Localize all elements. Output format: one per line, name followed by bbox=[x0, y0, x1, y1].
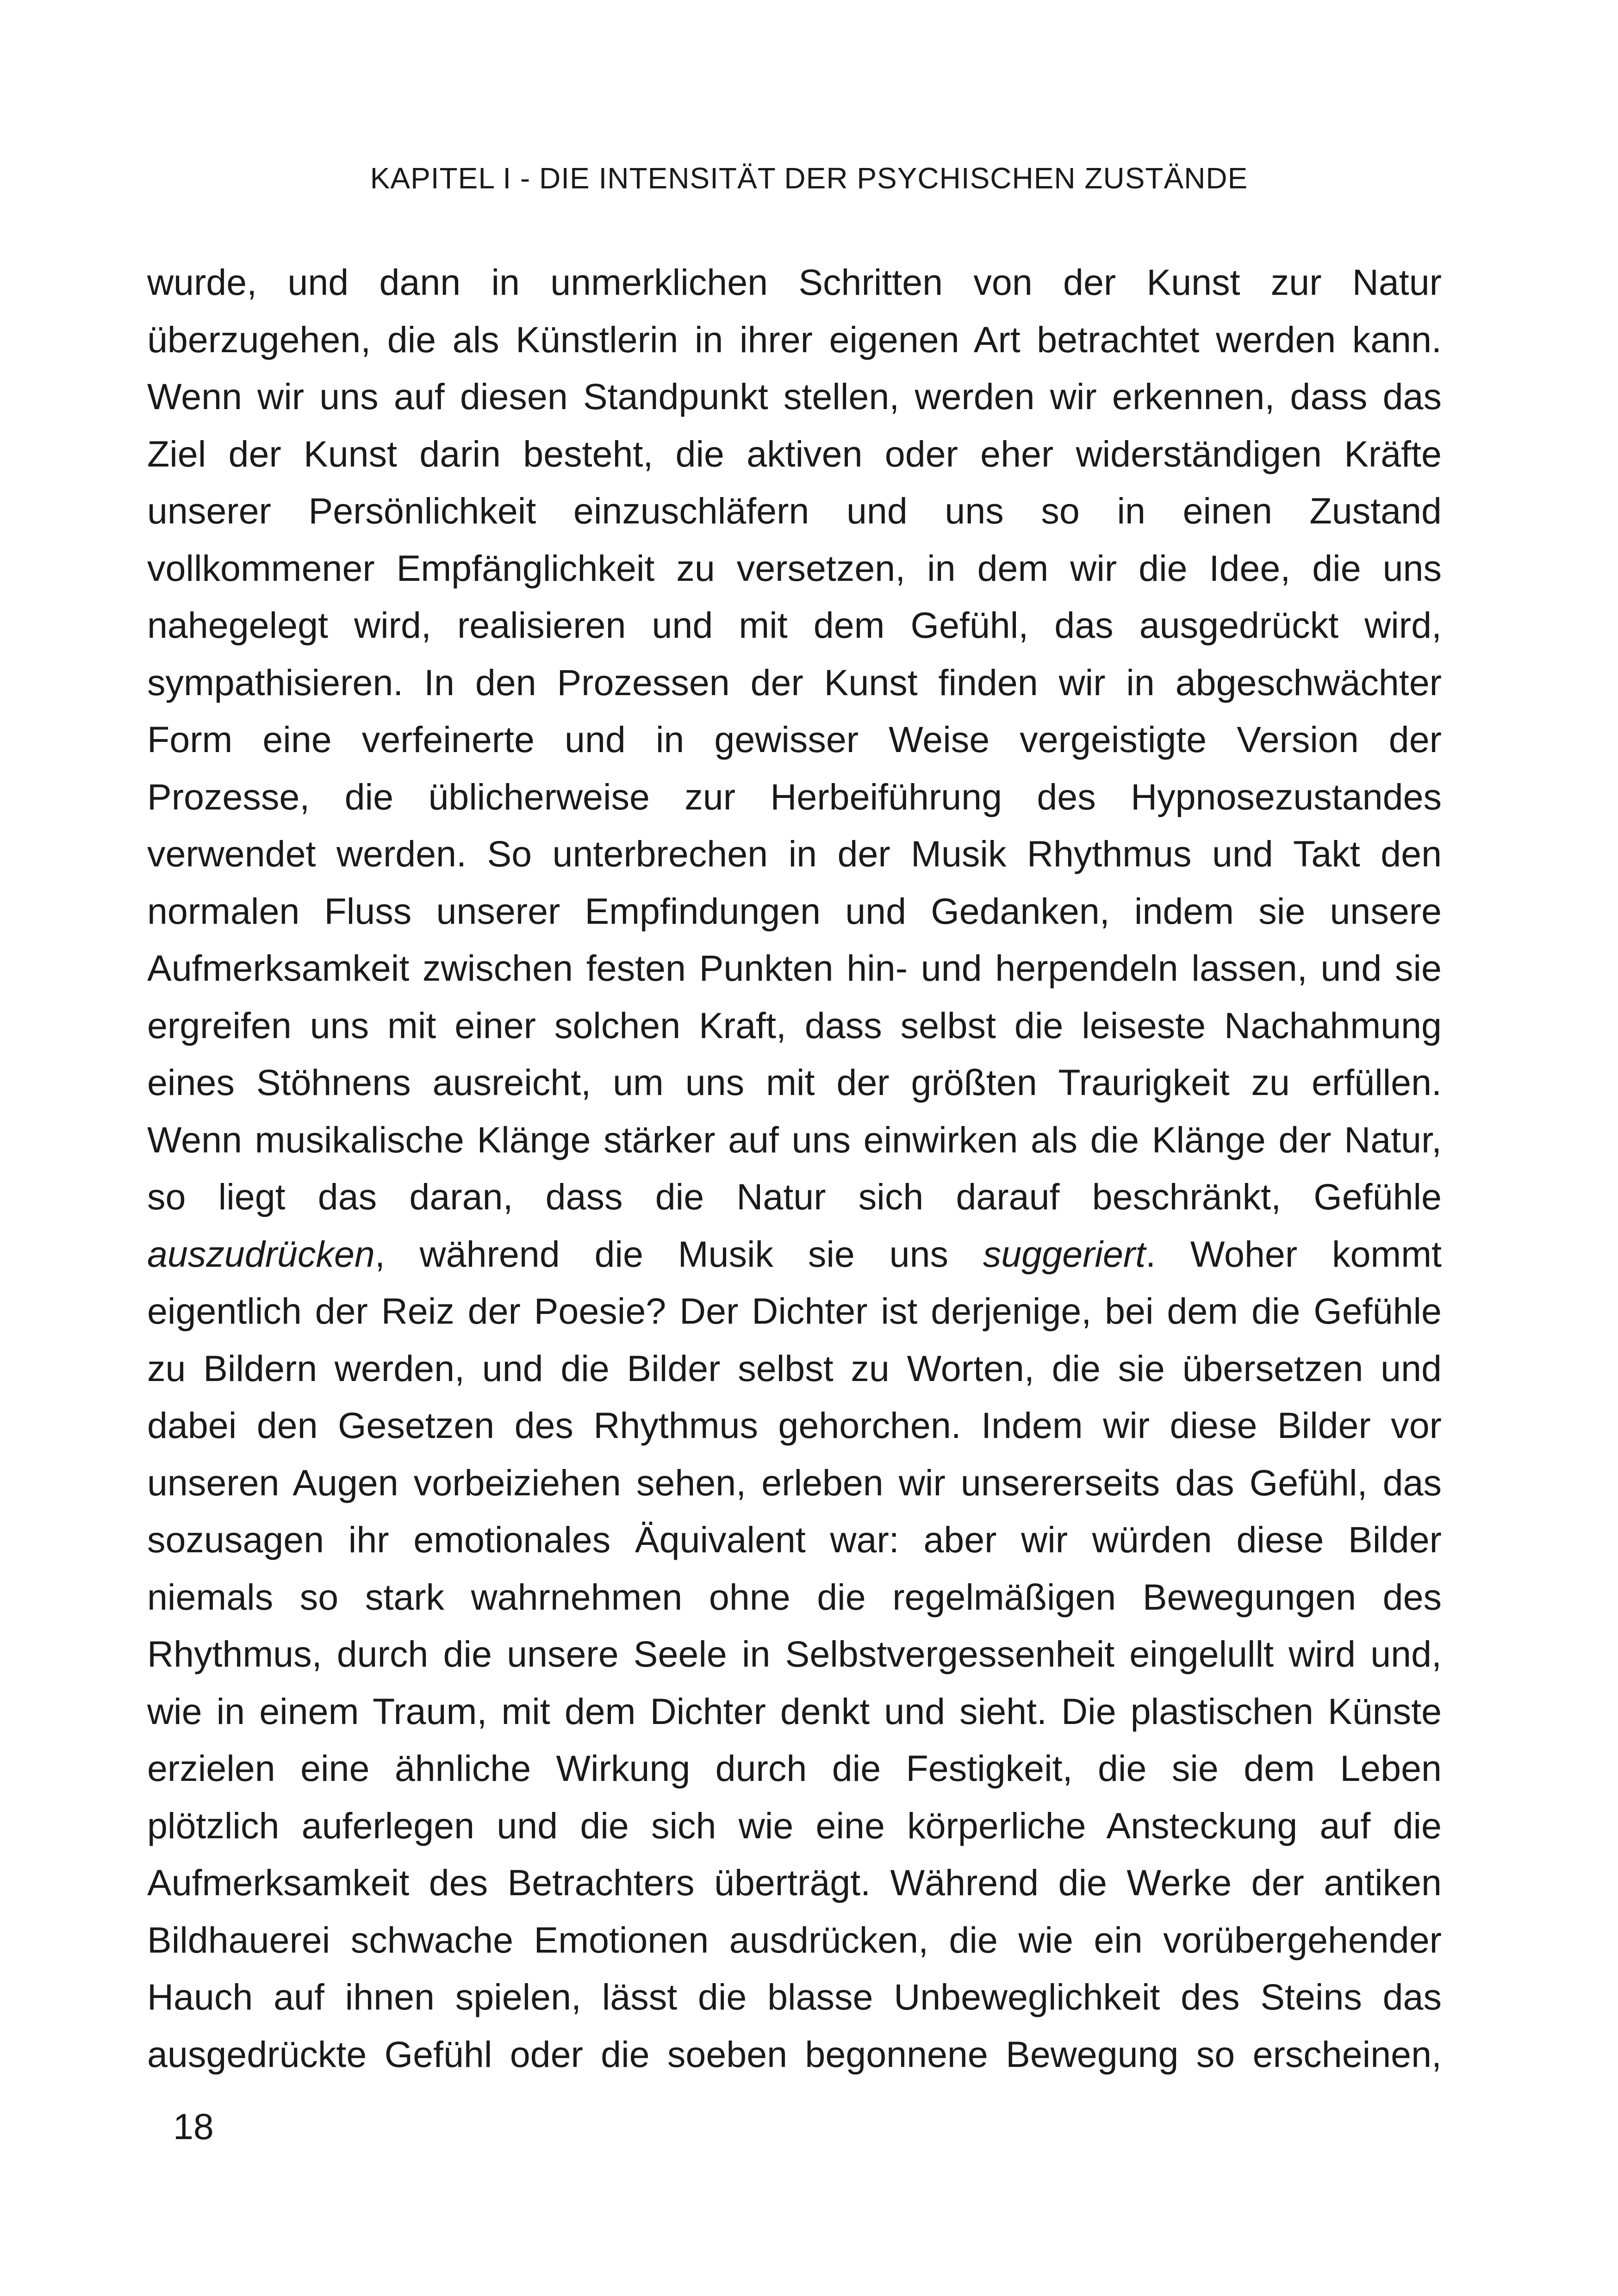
text-segment: vollkommener Empfänglichkeit zu versetzen, in dem wir die Idee, die uns bbox=[147, 547, 1442, 589]
text-line bbox=[147, 1968, 1442, 2026]
text-line bbox=[147, 997, 1442, 1054]
text-line bbox=[147, 597, 1442, 654]
text-line bbox=[147, 883, 1442, 940]
running-header: KAPITEL I - DIE INTENSITÄT DER PSYCHISCHEN ZUSTÄNDE bbox=[370, 162, 1248, 195]
text-line bbox=[147, 1454, 1442, 1512]
text-segment: Wenn musikalische Klänge stärker auf uns einwirken als die Klänge der Natur, bbox=[147, 1119, 1442, 1160]
text-segment: eigentlich der Reiz der Poesie? Der Dichter ist derjenige, bei dem die Gefühle bbox=[147, 1290, 1442, 1332]
text-segment: unserer Persönlichkeit einzuschläfern und uns so in einen Zustand bbox=[147, 490, 1442, 531]
text-line bbox=[147, 654, 1442, 711]
text-segment: so liegt das daran, dass die Natur sich darauf beschränkt, Gefühle bbox=[147, 1176, 1442, 1217]
text-segment: zu Bildern werden, und die Bilder selbst zu Worten, die sie übersetzen und bbox=[147, 1347, 1442, 1389]
text-segment: sympathisieren. In den Prozessen der Kunst finden wir in abgeschwächter bbox=[147, 661, 1442, 703]
text-segment: ausgedrückte Gefühl oder die soeben begonnene Bewegung so erscheinen, bbox=[147, 2033, 1442, 2075]
text-line bbox=[147, 425, 1442, 483]
text-line bbox=[147, 940, 1442, 997]
text-line bbox=[147, 1226, 1442, 1283]
text-segment: plötzlich auferlegen und die sich wie eine körperliche Ansteckung auf die bbox=[147, 1804, 1442, 1846]
text-line bbox=[147, 368, 1442, 425]
text-segment: unseren Augen vorbeiziehen sehen, erleben wir unsererseits das Gefühl, das bbox=[147, 1462, 1442, 1503]
text-line bbox=[147, 768, 1442, 826]
text-segment: dabei den Gesetzen des Rhythmus gehorchen. Indem wir diese Bilder vor bbox=[147, 1405, 1442, 1446]
text-line bbox=[147, 1511, 1442, 1568]
text-segment: niemals so stark wahrnehmen ohne die regelmäßigen Bewegungen des bbox=[147, 1576, 1442, 1618]
text-segment: ergreifen uns mit einer solchen Kraft, dass selbst die leiseste Nachahmung bbox=[147, 1004, 1442, 1046]
text-segment: nahegelegt wird, realisieren und mit dem Gefühl, das ausgedrückt wird, bbox=[147, 604, 1442, 646]
text-segment: Aufmerksamkeit des Betrachters überträgt. Während die Werke der antiken bbox=[147, 1862, 1442, 1903]
text-segment: Form eine verfeinerte und in gewisser Weise vergeistigte Version der bbox=[147, 719, 1442, 760]
text-line bbox=[147, 711, 1442, 768]
italic-text: suggeriert bbox=[983, 1233, 1146, 1275]
text-line bbox=[147, 482, 1442, 540]
text-line bbox=[147, 1740, 1442, 1797]
text-line bbox=[147, 1911, 1442, 1969]
text-segment: erzielen eine ähnliche Wirkung durch die Festigkeit, die sie dem Leben bbox=[147, 1748, 1442, 1789]
body-text bbox=[147, 254, 1442, 2083]
text-line bbox=[147, 1797, 1442, 1854]
text-line bbox=[147, 1340, 1442, 1397]
text-line bbox=[147, 825, 1442, 883]
text-segment: Prozesse, die üblicherweise zur Herbeiführung des Hypnosezustandes bbox=[147, 776, 1442, 817]
text-segment: Wenn wir uns auf diesen Standpunkt stellen, werden wir erkennen, dass das bbox=[147, 376, 1442, 417]
text-segment: Hauch auf ihnen spielen, lässt die blasse Unbeweglichkeit des Steins das bbox=[147, 1976, 1442, 2017]
text-line bbox=[147, 1282, 1442, 1340]
text-segment: verwendet werden. So unterbrechen in der Musik Rhythmus und Takt den bbox=[147, 833, 1442, 874]
text-segment: Bildhauerei schwache Emotionen ausdrücken, die wie ein vorübergehender bbox=[147, 1919, 1442, 1960]
text-segment: überzugehen, die als Künstlerin in ihrer eigenen Art betrachtet werden kann. bbox=[147, 318, 1442, 360]
text-line bbox=[147, 1568, 1442, 1626]
text-line bbox=[147, 1111, 1442, 1169]
text-segment: Rhythmus, durch die unsere Seele in Selbstvergessenheit eingelullt wird und, bbox=[147, 1633, 1442, 1674]
text-line bbox=[147, 1854, 1442, 1911]
text-segment: wurde, und dann in unmerklichen Schritten von der Kunst zur Natur bbox=[147, 261, 1442, 303]
text-segment: Ziel der Kunst darin besteht, die aktiven oder eher widerständigen Kräfte bbox=[147, 433, 1442, 474]
text-line bbox=[147, 1397, 1442, 1454]
text-line bbox=[147, 254, 1442, 311]
text-line bbox=[147, 311, 1442, 368]
text-segment: wie in einem Traum, mit dem Dichter denkt und sieht. Die plastischen Künste bbox=[147, 1690, 1442, 1732]
text-segment: . Woher kommt bbox=[1145, 1233, 1442, 1275]
page-number: 18 bbox=[173, 2106, 214, 2147]
text-line bbox=[147, 1054, 1442, 1111]
text-segment: eines Stöhnens ausreicht, um uns mit der größten Traurigkeit zu erfüllen. bbox=[147, 1062, 1442, 1103]
text-line bbox=[147, 2026, 1442, 2083]
text-line bbox=[147, 1168, 1442, 1226]
text-segment: , während die Musik sie uns bbox=[374, 1233, 983, 1275]
text-segment: Aufmerksamkeit zwischen festen Punkten hin- und herpendeln lassen, und sie bbox=[147, 947, 1442, 989]
text-segment: sozusagen ihr emotionales Äquivalent war: aber wir würden diese Bilder bbox=[147, 1519, 1442, 1560]
italic-text: auszudrücken bbox=[147, 1233, 375, 1275]
text-line bbox=[147, 1683, 1442, 1740]
text-line bbox=[147, 1625, 1442, 1683]
text-segment: normalen Fluss unserer Empfindungen und Gedanken, indem sie unsere bbox=[147, 890, 1442, 932]
text-line bbox=[147, 540, 1442, 597]
